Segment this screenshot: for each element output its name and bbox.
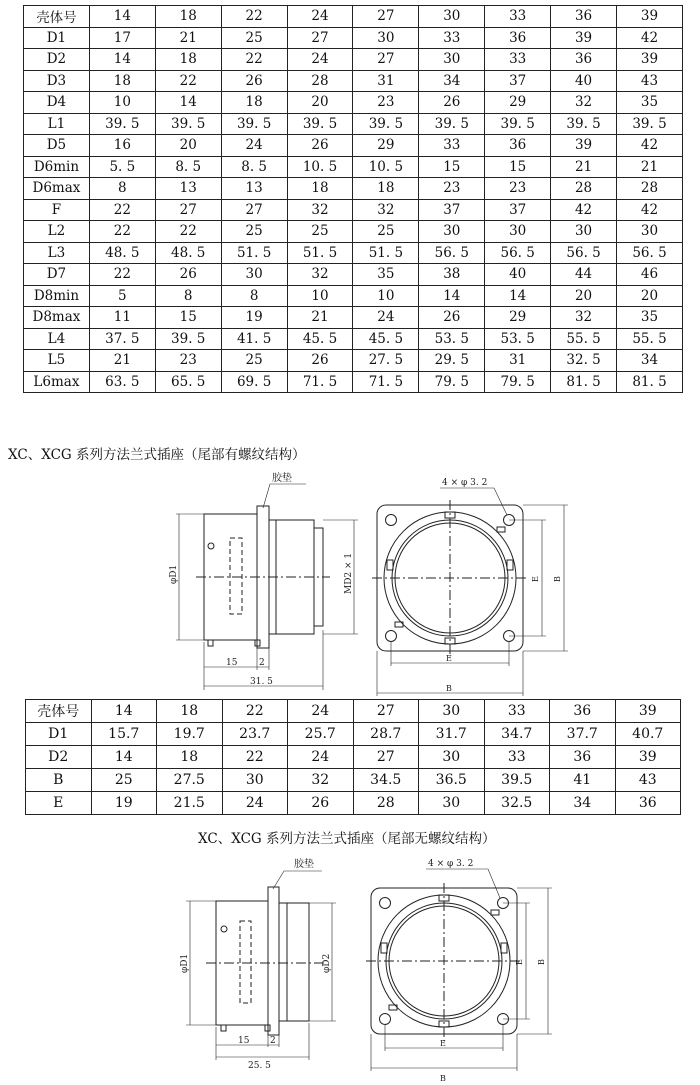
table-cell: 56. 5 xyxy=(419,242,485,264)
table-cell: 30 xyxy=(485,221,551,243)
caption-threaded-socket: XC、XCG 系列方法兰式插座（尾部有螺纹结构） xyxy=(8,447,306,463)
table-cell: 37.7 xyxy=(550,723,616,746)
table-cell: 30 xyxy=(222,769,288,792)
dim-d2-label: φD2 xyxy=(322,953,332,973)
table-cell: 33 xyxy=(485,6,551,28)
row-header-cell: L3 xyxy=(24,242,90,264)
table-cell: 28 xyxy=(617,178,683,200)
table-cell: 36 xyxy=(485,135,551,157)
table-cell: 18 xyxy=(155,6,221,28)
gasket-label: 胶垫 xyxy=(294,859,314,870)
dim-e-v-label: E xyxy=(515,959,524,965)
table-row xyxy=(26,792,681,815)
table-cell: 17 xyxy=(89,27,155,49)
table-cell: 45. 5 xyxy=(287,328,353,350)
table-cell: 25 xyxy=(221,27,287,49)
dim-2-label: 2 xyxy=(259,658,265,668)
table-cell: 25 xyxy=(353,221,419,243)
row-header-cell: D6min xyxy=(24,156,90,178)
table-cell: 28.7 xyxy=(353,723,419,746)
table-cell: 21 xyxy=(551,156,617,178)
table-cell: 39. 5 xyxy=(221,113,287,135)
dim-b-v-label: B xyxy=(537,959,546,965)
row-header-cell: L5 xyxy=(24,350,90,372)
table-cell: 8 xyxy=(221,285,287,307)
table-cell: 27 xyxy=(353,746,419,769)
table-cell: 30 xyxy=(419,6,485,28)
table-cell: 39 xyxy=(617,6,683,28)
dim-2-label: 2 xyxy=(270,1036,276,1046)
table-cell: 5 xyxy=(89,285,155,307)
table-cell: 32 xyxy=(287,199,353,221)
table-row xyxy=(24,113,683,135)
table-cell: 27 xyxy=(287,27,353,49)
table-cell: 22 xyxy=(155,70,221,92)
table-row xyxy=(26,769,681,792)
table-cell: 56. 5 xyxy=(485,242,551,264)
table-cell: 19.7 xyxy=(157,723,223,746)
row-header-cell: D1 xyxy=(26,723,92,746)
table-cell: 45. 5 xyxy=(353,328,419,350)
table-cell: 14 xyxy=(485,285,551,307)
table-cell: 32 xyxy=(551,307,617,329)
table-cell: 41 xyxy=(550,769,616,792)
table-cell: 37 xyxy=(485,199,551,221)
table-cell: 23.7 xyxy=(222,723,288,746)
table-cell: 35 xyxy=(353,264,419,286)
table-cell: 29 xyxy=(485,92,551,114)
table-cell: 40 xyxy=(551,70,617,92)
table-cell: 43 xyxy=(617,70,683,92)
table-cell: 22 xyxy=(155,221,221,243)
table-cell: 16 xyxy=(89,135,155,157)
drawing-unthreaded-socket xyxy=(0,855,700,1085)
table-cell: 32. 5 xyxy=(551,350,617,372)
table-cell: 69. 5 xyxy=(221,371,287,393)
table-cell: 33 xyxy=(419,135,485,157)
table-cell: 8. 5 xyxy=(221,156,287,178)
table-cell: 51. 5 xyxy=(287,242,353,264)
table-row xyxy=(24,27,683,49)
table-cell: 14 xyxy=(155,92,221,114)
table-cell: 8 xyxy=(155,285,221,307)
table-cell: 27 xyxy=(221,199,287,221)
table-cell: 44 xyxy=(551,264,617,286)
table-cell: 27 xyxy=(353,700,419,723)
table-cell: 18 xyxy=(287,178,353,200)
table-cell: 30 xyxy=(419,700,485,723)
table-cell: 39. 5 xyxy=(155,113,221,135)
table-cell: 10. 5 xyxy=(353,156,419,178)
table-cell: 24 xyxy=(222,792,288,815)
row-header-cell: D1 xyxy=(24,27,90,49)
table-cell: 18 xyxy=(353,178,419,200)
table-cell: 30 xyxy=(419,746,485,769)
table-cell: 39. 5 xyxy=(353,113,419,135)
table-cell: 26 xyxy=(419,307,485,329)
dim-e-v-label: E xyxy=(531,576,540,582)
table-cell: 39. 5 xyxy=(551,113,617,135)
table-cell: 79. 5 xyxy=(485,371,551,393)
table-cell: 24 xyxy=(287,49,353,71)
table-cell: 55. 5 xyxy=(551,328,617,350)
table-cell: 26 xyxy=(419,92,485,114)
table-cell: 35 xyxy=(617,307,683,329)
table-cell: 25.7 xyxy=(288,723,354,746)
table-cell: 37 xyxy=(485,70,551,92)
row-header-cell: D3 xyxy=(24,70,90,92)
table-row xyxy=(26,700,681,723)
table-cell: 14 xyxy=(91,746,157,769)
table-row xyxy=(24,307,683,329)
table-cell: 36 xyxy=(550,700,616,723)
table-row xyxy=(24,221,683,243)
table-cell: 5. 5 xyxy=(89,156,155,178)
table-cell: 13 xyxy=(155,178,221,200)
table-cell: 32 xyxy=(353,199,419,221)
table-cell: 55. 5 xyxy=(617,328,683,350)
dimension-table-unthreaded xyxy=(25,699,681,815)
table-cell: 23 xyxy=(353,92,419,114)
table-cell: 39 xyxy=(615,700,681,723)
table-cell: 28 xyxy=(287,70,353,92)
table-cell: 30 xyxy=(419,792,485,815)
table-cell: 39.5 xyxy=(484,769,550,792)
table-cell: 37 xyxy=(419,199,485,221)
row-header-cell: D8min xyxy=(24,285,90,307)
dim-e-h-label: E xyxy=(440,1039,446,1048)
table-cell: 8. 5 xyxy=(155,156,221,178)
dim-e-h-label: E xyxy=(446,654,452,663)
dim-d1-label: φD1 xyxy=(180,953,190,973)
table-cell: 22 xyxy=(222,746,288,769)
table-cell: 18 xyxy=(155,49,221,71)
table-cell: 56. 5 xyxy=(617,242,683,264)
front-view xyxy=(372,488,568,696)
table-cell: 15 xyxy=(419,156,485,178)
table-cell: 23 xyxy=(155,350,221,372)
table-cell: 81. 5 xyxy=(617,371,683,393)
table-cell: 56. 5 xyxy=(551,242,617,264)
table-cell: 10 xyxy=(287,285,353,307)
side-view xyxy=(176,484,358,690)
row-header-cell: D2 xyxy=(24,49,90,71)
table-cell: 51. 5 xyxy=(221,242,287,264)
table-cell: 33 xyxy=(419,27,485,49)
table-cell: 22 xyxy=(89,199,155,221)
table-cell: 28 xyxy=(353,792,419,815)
table-cell: 39. 5 xyxy=(617,113,683,135)
table-cell: 29 xyxy=(485,307,551,329)
table-cell: 25 xyxy=(287,221,353,243)
table-cell: 22 xyxy=(221,49,287,71)
table-cell: 26 xyxy=(288,792,354,815)
table-cell: 30 xyxy=(353,27,419,49)
table-cell: 39. 5 xyxy=(485,113,551,135)
table-cell: 20 xyxy=(551,285,617,307)
table-cell: 51. 5 xyxy=(353,242,419,264)
row-header-cell: 壳体号 xyxy=(24,6,90,28)
row-header-cell: D2 xyxy=(26,746,92,769)
dim-b-h-label: B xyxy=(446,684,452,693)
dim-total-label: 25. 5 xyxy=(248,1061,271,1071)
table-cell: 27 xyxy=(155,199,221,221)
table-cell: 13 xyxy=(221,178,287,200)
table-cell: 26 xyxy=(287,135,353,157)
table-cell: 24 xyxy=(288,700,354,723)
row-header-cell: L2 xyxy=(24,221,90,243)
table-cell: 24 xyxy=(287,6,353,28)
table-cell: 15 xyxy=(485,156,551,178)
table-cell: 31 xyxy=(485,350,551,372)
table-cell: 30 xyxy=(617,221,683,243)
table-row xyxy=(24,328,683,350)
table-row xyxy=(24,371,683,393)
table-cell: 34 xyxy=(617,350,683,372)
table-cell: 30 xyxy=(221,264,287,286)
dim-md2-label: MD2 × 1 xyxy=(344,552,354,594)
dimension-table-threaded xyxy=(23,5,683,393)
table-cell: 33 xyxy=(484,746,550,769)
dim-b-v-label: B xyxy=(553,576,562,582)
table-cell: 71. 5 xyxy=(287,371,353,393)
table-cell: 19 xyxy=(91,792,157,815)
dim-b-h-label: B xyxy=(440,1074,446,1083)
row-header-cell: D8max xyxy=(24,307,90,329)
table-cell: 14 xyxy=(89,49,155,71)
table-cell: 36 xyxy=(551,49,617,71)
table-cell: 26 xyxy=(221,70,287,92)
table-cell: 41. 5 xyxy=(221,328,287,350)
table-cell: 18 xyxy=(157,700,223,723)
table-cell: 40 xyxy=(485,264,551,286)
table-cell: 23 xyxy=(419,178,485,200)
table-cell: 36 xyxy=(615,792,681,815)
table-cell: 21 xyxy=(155,27,221,49)
table-cell: 27. 5 xyxy=(353,350,419,372)
table-cell: 22 xyxy=(222,700,288,723)
table-cell: 71. 5 xyxy=(353,371,419,393)
row-header-cell: B xyxy=(26,769,92,792)
table-cell: 25 xyxy=(91,769,157,792)
table-cell: 14 xyxy=(89,6,155,28)
side-view xyxy=(186,871,336,1060)
table-row xyxy=(24,70,683,92)
table-cell: 43 xyxy=(615,769,681,792)
table-cell: 34.7 xyxy=(484,723,550,746)
table-cell: 35 xyxy=(617,92,683,114)
table-cell: 32.5 xyxy=(484,792,550,815)
table-cell: 32 xyxy=(287,264,353,286)
table-cell: 21 xyxy=(287,307,353,329)
table-cell: 23 xyxy=(485,178,551,200)
row-header-cell: F xyxy=(24,199,90,221)
row-header-cell: L6max xyxy=(24,371,90,393)
table-cell: 39 xyxy=(551,135,617,157)
drawing-threaded-socket xyxy=(0,470,700,700)
row-header-cell: D4 xyxy=(24,92,90,114)
table-cell: 53. 5 xyxy=(485,328,551,350)
table-row xyxy=(24,242,683,264)
table-cell: 19 xyxy=(221,307,287,329)
table-cell: 34 xyxy=(419,70,485,92)
table-cell: 10. 5 xyxy=(287,156,353,178)
table-cell: 65. 5 xyxy=(155,371,221,393)
table-cell: 39. 5 xyxy=(419,113,485,135)
table-cell: 36.5 xyxy=(419,769,485,792)
front-view xyxy=(366,869,552,1071)
table-cell: 10 xyxy=(89,92,155,114)
table-cell: 48. 5 xyxy=(89,242,155,264)
table-cell: 25 xyxy=(221,350,287,372)
table-cell: 22 xyxy=(221,6,287,28)
table-cell: 40.7 xyxy=(615,723,681,746)
table-cell: 22 xyxy=(89,264,155,286)
table-cell: 36 xyxy=(550,746,616,769)
table-cell: 46 xyxy=(617,264,683,286)
table-row xyxy=(26,746,681,769)
table-row xyxy=(24,135,683,157)
table-row xyxy=(24,49,683,71)
table-cell: 21 xyxy=(617,156,683,178)
table-cell: 39. 5 xyxy=(155,328,221,350)
table-cell: 20 xyxy=(287,92,353,114)
table-cell: 20 xyxy=(155,135,221,157)
dim-d1-label: φD1 xyxy=(169,564,179,584)
gasket-label: 胶垫 xyxy=(272,473,292,484)
table-cell: 14 xyxy=(91,700,157,723)
table-cell: 39. 5 xyxy=(89,113,155,135)
table-row xyxy=(24,156,683,178)
table-cell: 42 xyxy=(551,199,617,221)
table-cell: 42 xyxy=(617,199,683,221)
table-cell: 38 xyxy=(419,264,485,286)
table-cell: 39 xyxy=(615,746,681,769)
table-cell: 42 xyxy=(617,135,683,157)
table-cell: 37. 5 xyxy=(89,328,155,350)
table-row xyxy=(24,199,683,221)
table-cell: 18 xyxy=(157,746,223,769)
row-header-cell: L1 xyxy=(24,113,90,135)
table-cell: 14 xyxy=(419,285,485,307)
row-header-cell: D6max xyxy=(24,178,90,200)
row-header-cell: L4 xyxy=(24,328,90,350)
table-cell: 42 xyxy=(617,27,683,49)
table-cell: 25 xyxy=(221,221,287,243)
table-cell: 24 xyxy=(353,307,419,329)
row-header-cell: D7 xyxy=(24,264,90,286)
table-cell: 15.7 xyxy=(91,723,157,746)
table-cell: 36 xyxy=(485,27,551,49)
table-cell: 24 xyxy=(221,135,287,157)
table-cell: 8 xyxy=(89,178,155,200)
hole-spec-label: 4 × φ 3. 2 xyxy=(428,859,474,869)
table-cell: 34 xyxy=(550,792,616,815)
table-row xyxy=(24,264,683,286)
table-cell: 20 xyxy=(617,285,683,307)
table-cell: 26 xyxy=(287,350,353,372)
table-cell: 27 xyxy=(353,6,419,28)
table-cell: 22 xyxy=(89,221,155,243)
dim-15-label: 15 xyxy=(238,1036,250,1046)
table-cell: 33 xyxy=(484,700,550,723)
table-cell: 39 xyxy=(551,27,617,49)
table-row xyxy=(24,178,683,200)
table-cell: 15 xyxy=(155,307,221,329)
table-cell: 21.5 xyxy=(157,792,223,815)
table-cell: 21 xyxy=(89,350,155,372)
table-row xyxy=(24,6,683,28)
table-cell: 24 xyxy=(288,746,354,769)
dim-total-label: 31. 5 xyxy=(250,677,273,687)
table-cell: 39. 5 xyxy=(287,113,353,135)
table-cell: 34.5 xyxy=(353,769,419,792)
table-cell: 18 xyxy=(89,70,155,92)
table-cell: 29. 5 xyxy=(419,350,485,372)
table-cell: 63. 5 xyxy=(89,371,155,393)
table-cell: 27 xyxy=(353,49,419,71)
table-cell: 18 xyxy=(221,92,287,114)
table-cell: 31.7 xyxy=(419,723,485,746)
table-row xyxy=(24,92,683,114)
table-row xyxy=(26,723,681,746)
caption-unthreaded-socket: XC、XCG 系列方法兰式插座（尾部无螺纹结构） xyxy=(198,831,496,847)
table-cell: 26 xyxy=(155,264,221,286)
table-cell: 28 xyxy=(551,178,617,200)
hole-spec-label: 4 × φ 3. 2 xyxy=(442,478,488,488)
table-cell: 11 xyxy=(89,307,155,329)
table-cell: 10 xyxy=(353,285,419,307)
table-cell: 79. 5 xyxy=(419,371,485,393)
table-cell: 39 xyxy=(617,49,683,71)
table-cell: 53. 5 xyxy=(419,328,485,350)
table-row xyxy=(24,350,683,372)
table-cell: 48. 5 xyxy=(155,242,221,264)
row-header-cell: D5 xyxy=(24,135,90,157)
table-cell: 32 xyxy=(288,769,354,792)
table-cell: 27.5 xyxy=(157,769,223,792)
table-cell: 31 xyxy=(353,70,419,92)
dim-15-label: 15 xyxy=(226,658,238,668)
table-row xyxy=(24,285,683,307)
table-cell: 36 xyxy=(551,6,617,28)
table-cell: 32 xyxy=(551,92,617,114)
table-cell: 30 xyxy=(551,221,617,243)
table-cell: 30 xyxy=(419,221,485,243)
table-cell: 81. 5 xyxy=(551,371,617,393)
table-cell: 30 xyxy=(419,49,485,71)
row-header-cell: E xyxy=(26,792,92,815)
table-cell: 29 xyxy=(353,135,419,157)
row-header-cell: 壳体号 xyxy=(26,700,92,723)
table-cell: 33 xyxy=(485,49,551,71)
